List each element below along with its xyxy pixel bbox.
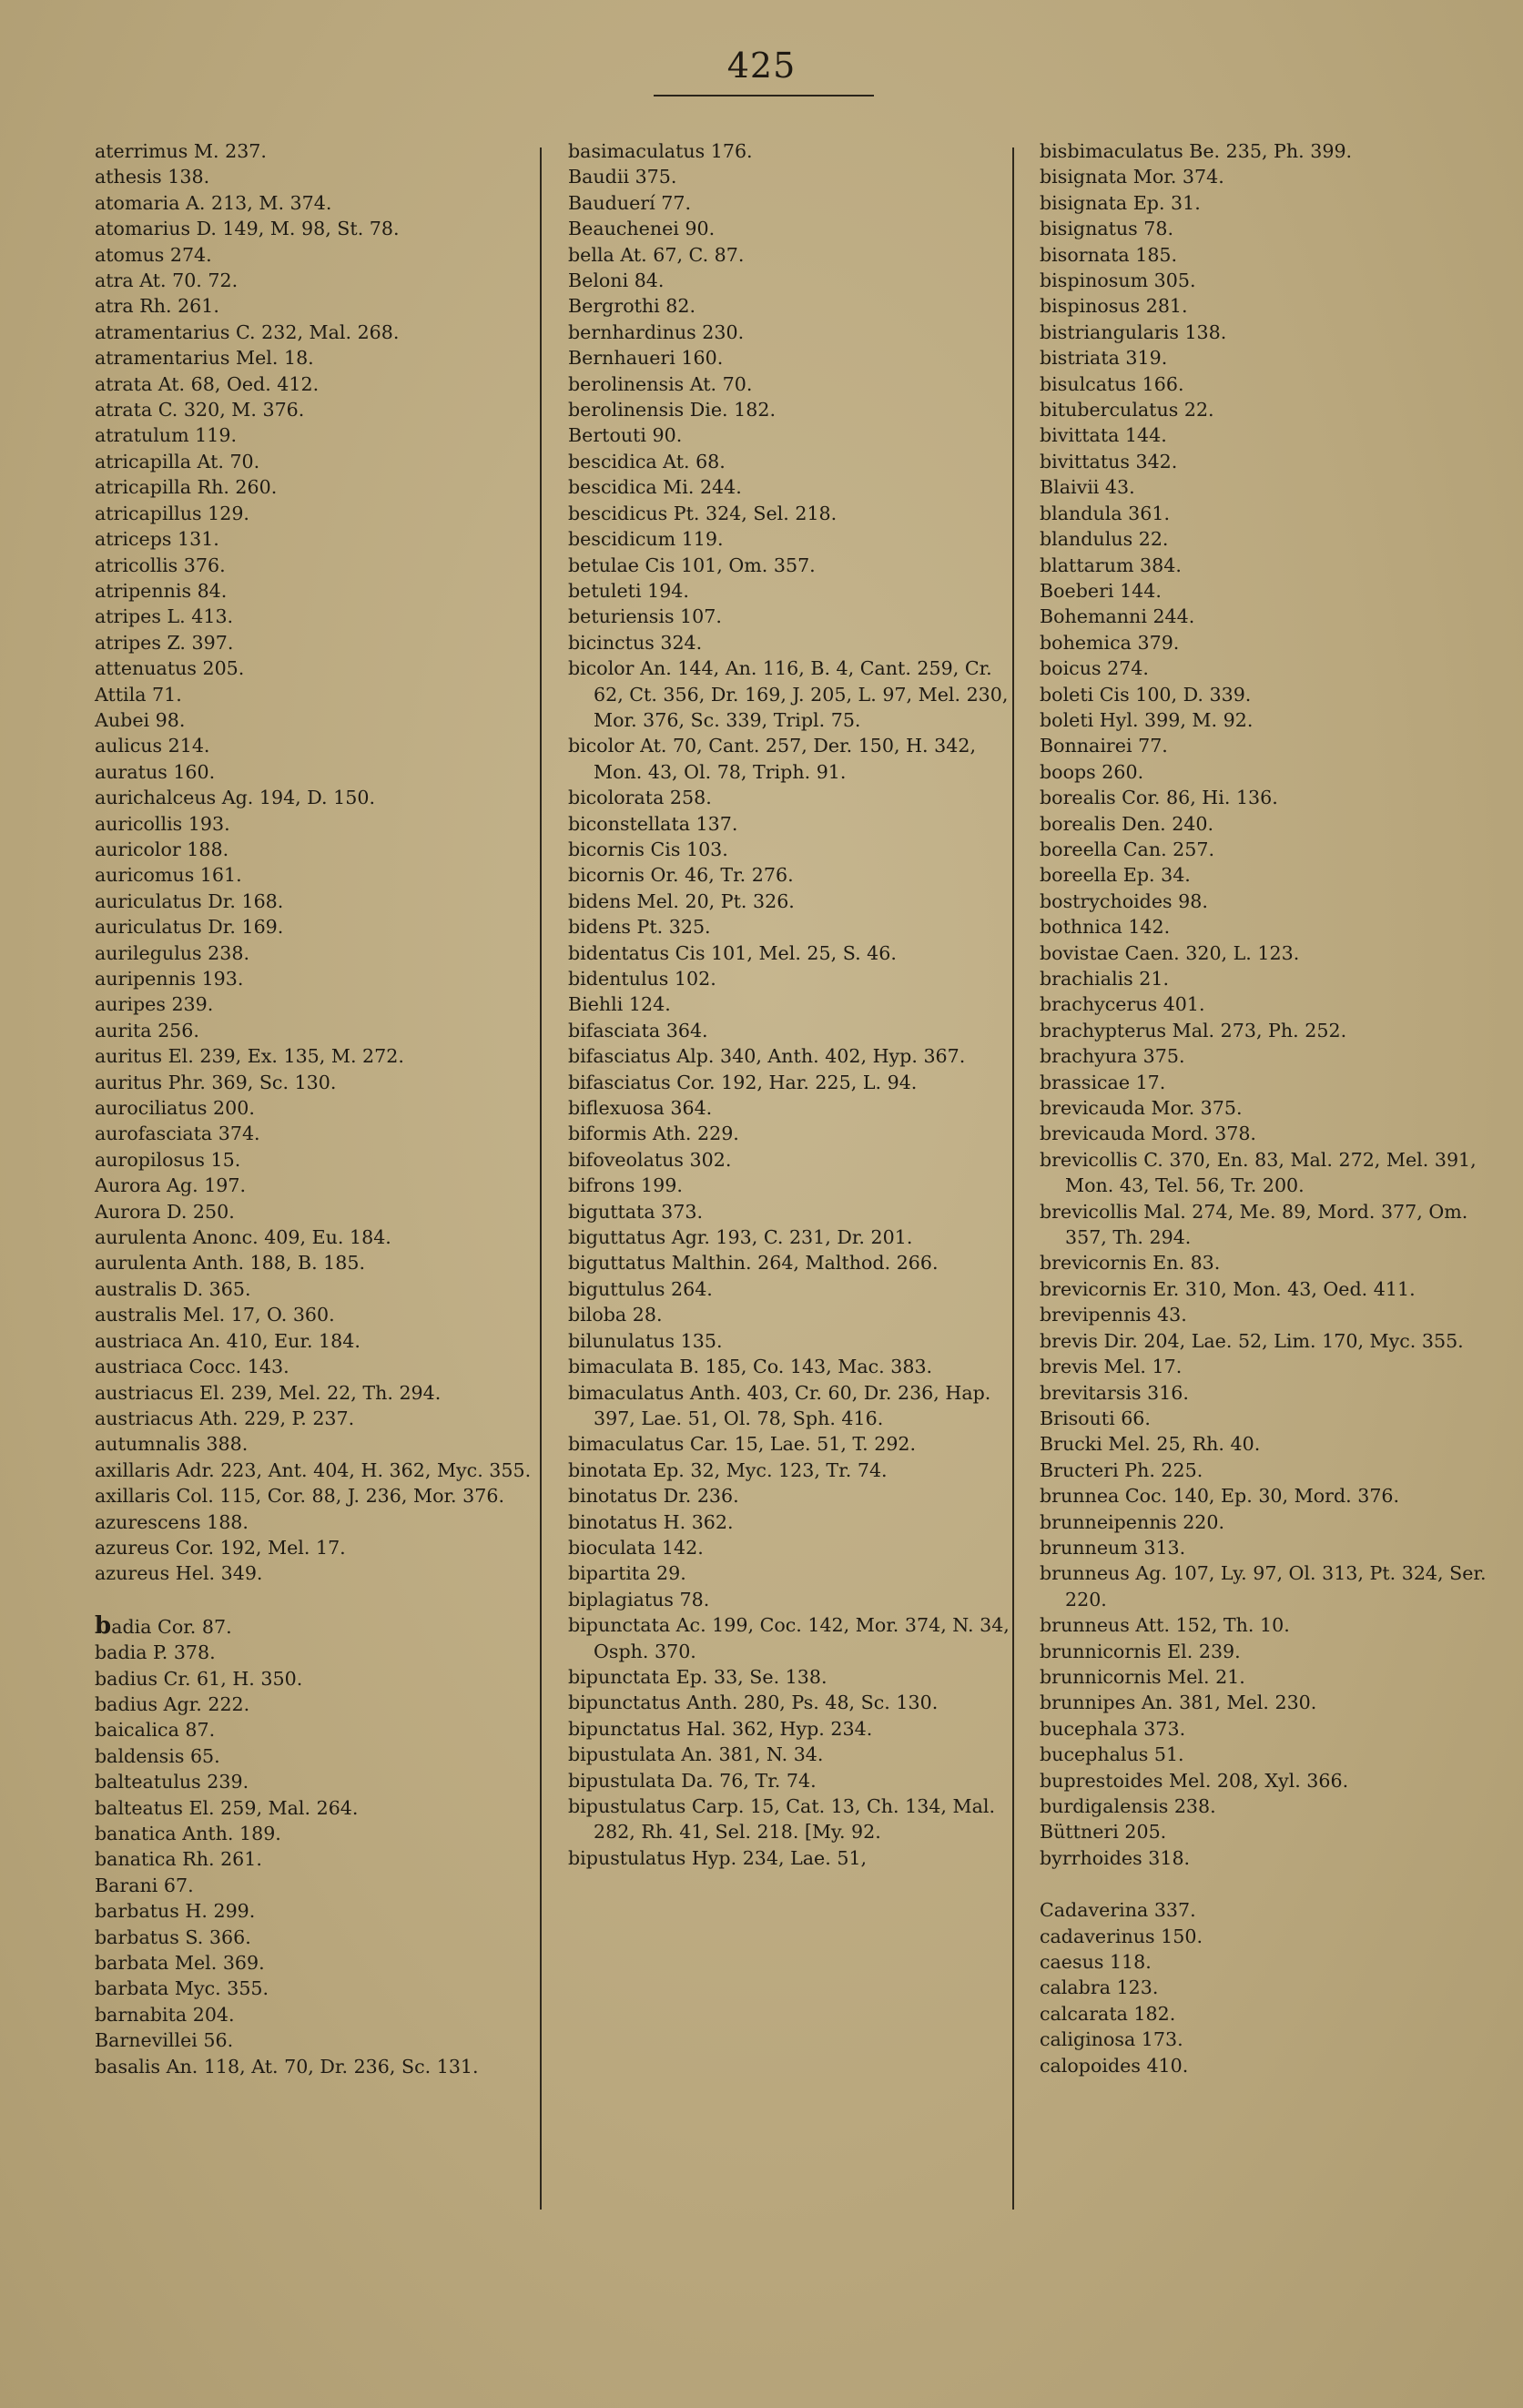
index-entry: boreella Ep. 34. — [1040, 864, 1191, 887]
index-entry: Beloni 84. — [568, 269, 665, 292]
index-entry: bisignatus 78. — [1040, 218, 1174, 240]
index-entry: atomus 274. — [95, 243, 212, 266]
index-entry: barbata Myc. 355. — [95, 1977, 269, 2000]
index-entry: caesus 118. — [1040, 1951, 1152, 1974]
index-entry: calcarata 182. — [1040, 2002, 1176, 2025]
index-entry: azurescens 188. — [95, 1510, 249, 1533]
index-entry: auropilosus 15. — [95, 1148, 241, 1171]
index-entry: Boeberi 144. — [1040, 579, 1162, 602]
index-entry: auritus Phr. 369, Sc. 130. — [95, 1071, 337, 1093]
index-entry: blandulus 22. — [1040, 528, 1169, 551]
index-entry: Bructeri Ph. 225. — [1040, 1458, 1203, 1481]
index-entry: atra Rh. 261. — [95, 295, 219, 318]
index-entry: Büttneri 205. — [1040, 1821, 1167, 1844]
index-entry: Barani 67. — [95, 1874, 194, 1896]
index-entry: aurulenta Anth. 188, B. 185. — [95, 1252, 366, 1275]
index-entry: brevicauda Mor. 375. — [1040, 1097, 1243, 1120]
index-entry: atramentarius Mel. 18. — [95, 347, 314, 370]
index-entry: bescidicum 119. — [568, 528, 724, 551]
index-entry: aurilegulus 238. — [95, 941, 250, 964]
index-entry: berolinensis Die. 182. — [568, 399, 776, 422]
index-entry: austriacus El. 239, Mel. 22, Th. 294. — [95, 1381, 442, 1404]
index-entry: brevitarsis 316. — [1040, 1381, 1189, 1404]
index-entry: brassicae 17. — [1040, 1071, 1166, 1093]
header-rule — [654, 95, 874, 97]
index-entry: boleti Cis 100, D. 339. — [1040, 683, 1252, 706]
index-column-1 — [95, 138, 545, 2079]
index-entry: atricapilla Rh. 260. — [95, 476, 278, 499]
index-entry: Aurora D. 250. — [95, 1200, 235, 1223]
index-entry: bistriangularis 138. — [1040, 320, 1227, 343]
index-entry: balteatulus 239. — [95, 1771, 249, 1793]
index-entry: atomaria A. 213, M. 374. — [95, 191, 332, 214]
index-entry: atricollis 376. — [95, 554, 226, 576]
index-entry: cadaverinus 150. — [1040, 1925, 1203, 1947]
index-entry: bisignata Ep. 31. — [1040, 191, 1201, 214]
index-entry: brevicauda Mord. 378. — [1040, 1123, 1256, 1145]
index-entry: bisbimaculatus Be. 235, Ph. 399. — [1040, 140, 1353, 162]
index-entry: blandula 361. — [1040, 502, 1171, 524]
index-entry: burdigalensis 238. — [1040, 1795, 1216, 1817]
index-entry: bella At. 67, C. 87. — [568, 243, 745, 266]
index-entry: brunnea Coc. 140, Ep. 30, Mord. 376. — [1040, 1485, 1400, 1508]
index-entry: Beauchenei 90. — [568, 218, 716, 240]
index-entry: beturiensis 107. — [568, 605, 722, 628]
index-entry: bimaculatus Car. 15, Lae. 51, T. 292. — [568, 1433, 917, 1456]
index-entry: bifasciatus Alp. 340, Anth. 402, Hyp. 367. — [568, 1045, 966, 1068]
index-entry: Blaivii 43. — [1040, 476, 1135, 499]
index-entry: atra At. 70. 72. — [95, 269, 239, 292]
index-entry: bisignata Mor. 374. — [1040, 166, 1224, 188]
index-entry: atramentarius C. 232, Mal. 268. — [95, 320, 400, 343]
index-entry: austriaca An. 410, Eur. 184. — [95, 1329, 360, 1352]
index-entry: boops 260. — [1040, 760, 1144, 783]
index-column-3 — [1040, 138, 1490, 2078]
index-entry: brunnipes An. 381, Mel. 230. — [1040, 1692, 1317, 1714]
index-entry: brachypterus Mal. 273, Ph. 252. — [1040, 1019, 1347, 1041]
index-entry: bicolor An. 144, An. 116, B. 4, Cant. 259, Cr. 62, Ct. 356, Dr. 169, J. 205, L. 97, Mel. 230, Mor. 376, Sc. 339, Tripl. 75. — [568, 657, 1009, 731]
index-entry: biloba 28. — [568, 1304, 663, 1326]
index-entry: brevicollis Mal. 274, Me. 89, Mord. 377, Om. 357, Th. 294. — [1040, 1200, 1468, 1249]
index-entry: bicornis Or. 46, Tr. 276. — [568, 864, 794, 887]
index-entry: austriacus Ath. 229, P. 237. — [95, 1407, 355, 1429]
index-entry: Bernhaueri 160. — [568, 347, 724, 370]
index-entry: auratus 160. — [95, 760, 216, 783]
index-entry: bidentatus Cis 101, Mel. 25, S. 46. — [568, 941, 897, 964]
index-entry: axillaris Adr. 223, Ant. 404, H. 362, Myc. 355. — [95, 1458, 532, 1481]
index-entry: berolinensis At. 70. — [568, 372, 753, 395]
index-entry: atricapilla At. 70. — [95, 450, 260, 472]
index-entry: calopoides 410. — [1040, 2054, 1189, 2077]
index-entry: bipustulatus Hyp. 234, Lae. 51, — [568, 1846, 868, 1869]
index-entry: brunnicornis El. 239. — [1040, 1640, 1241, 1662]
index-entry: bicinctus 324. — [568, 631, 703, 654]
index-entry: brevis Dir. 204, Lae. 52, Lim. 170, Myc. 355. — [1040, 1329, 1464, 1352]
index-entry: bifasciata 364. — [568, 1019, 708, 1041]
index-entry: bifoveolatus 302. — [568, 1148, 732, 1171]
index-entry: boicus 274. — [1040, 657, 1149, 680]
index-entry: atomarius D. 149, M. 98, St. 78. — [95, 218, 400, 240]
index-entry: bipustulata Da. 76, Tr. 74. — [568, 1769, 817, 1792]
index-entry: bipunctata Ep. 33, Se. 138. — [568, 1665, 827, 1688]
index-entry: australis D. 365. — [95, 1277, 251, 1300]
index-entry: bituberculatus 22. — [1040, 399, 1214, 422]
index-entry: bicolorata 258. — [568, 787, 712, 809]
index-entry: Aurora Ag. 197. — [95, 1174, 247, 1197]
index-entry: auripennis 193. — [95, 968, 244, 990]
index-entry: biguttatus Agr. 193, C. 231, Dr. 201. — [568, 1226, 913, 1249]
index-entry: brachialis 21. — [1040, 968, 1170, 990]
index-entry: Baudii 375. — [568, 166, 677, 188]
index-entry: auritus El. 239, Ex. 135, M. 272. — [95, 1045, 404, 1068]
index-entry: bimaculata B. 185, Co. 143, Mac. 383. — [568, 1356, 933, 1378]
index-entry: calabra 123. — [1040, 1976, 1159, 1999]
index-entry: bisornata 185. — [1040, 243, 1178, 266]
index-entry: bohemica 379. — [1040, 631, 1180, 654]
index-entry: bidentulus 102. — [568, 968, 716, 990]
index-entry: brunneipennis 220. — [1040, 1510, 1225, 1533]
index-entry: barbatus H. 299. — [95, 1900, 256, 1923]
index-entry: bimaculatus Anth. 403, Cr. 60, Dr. 236, Hap. 397, Lae. 51, Ol. 78, Sph. 416. — [568, 1381, 991, 1429]
index-entry: bicornis Cis 103. — [568, 838, 728, 860]
index-entry: bivittatus 342. — [1040, 450, 1178, 472]
index-entry: aulicus 214. — [95, 735, 210, 757]
index-entry: borealis Den. 240. — [1040, 812, 1214, 835]
index-entry: biflexuosa 364. — [568, 1097, 713, 1120]
index-entry: aurofasciata 374. — [95, 1123, 260, 1145]
index-entry: badia Cor. 87. — [95, 1611, 232, 1640]
index-entry: bovistae Caen. 320, L. 123. — [1040, 941, 1300, 964]
index-entry: Barnevillei 56. — [95, 2029, 234, 2052]
index-entry: buprestoides Mel. 208, Xyl. 366. — [1040, 1769, 1349, 1792]
index-entry: binotata Ep. 32, Myc. 123, Tr. 74. — [568, 1458, 888, 1481]
section-gap — [95, 1587, 545, 1613]
index-entry: brachycerus 401. — [1040, 993, 1205, 1016]
index-entry: biconstellata 137. — [568, 812, 738, 835]
index-entry: bidens Mel. 20, Pt. 326. — [568, 889, 795, 912]
index-entry: bisulcatus 166. — [1040, 372, 1184, 395]
index-entry: atripennis 84. — [95, 579, 228, 602]
index-entry: badia P. 378. — [95, 1641, 216, 1664]
index-entry: borealis Cor. 86, Hi. 136. — [1040, 787, 1278, 809]
index-entry: attenuatus 205. — [95, 657, 245, 680]
index-entry: auriculatus Dr. 169. — [95, 916, 284, 939]
index-entry: boleti Hyl. 399, M. 92. — [1040, 708, 1254, 731]
index-entry: atrata C. 320, M. 376. — [95, 399, 305, 422]
index-entry: balteatus El. 259, Mal. 264. — [95, 1796, 359, 1819]
index-entry: bipustulata An. 381, N. 34. — [568, 1743, 824, 1766]
index-entry: barnabita 204. — [95, 2003, 235, 2026]
index-entry: bipustulatus Carp. 15, Cat. 13, Ch. 134, Mal. 282, Rh. 41, Sel. 218. [My. 92. — [568, 1795, 996, 1844]
index-entry: aurociliatus 200. — [95, 1097, 255, 1120]
index-entry: byrrhoides 318. — [1040, 1846, 1191, 1869]
index-entry: aurita 256. — [95, 1019, 199, 1041]
index-entry: baicalica 87. — [95, 1719, 216, 1742]
index-entry: bescidica At. 68. — [568, 450, 726, 472]
index-entry: bispinosum 305. — [1040, 269, 1196, 292]
section-gap — [1040, 1871, 1490, 1897]
index-entry: bispinosus 281. — [1040, 295, 1188, 318]
page-number: 425 — [726, 46, 797, 86]
index-entry: banatica Rh. 261. — [95, 1848, 262, 1871]
index-entry: bucephalus 51. — [1040, 1743, 1184, 1766]
index-entry: biformis Ath. 229. — [568, 1123, 739, 1145]
index-entry: atripes Z. 397. — [95, 631, 234, 654]
index-entry: bernhardinus 230. — [568, 320, 745, 343]
index-entry: atripes L. 413. — [95, 605, 234, 628]
index-entry: azureus Hel. 349. — [95, 1562, 263, 1585]
index-entry: bioculata 142. — [568, 1536, 704, 1559]
index-entry: Cadaverina 337. — [1040, 1899, 1196, 1922]
index-entry: Attila 71. — [95, 683, 182, 706]
index-entry: atriceps 131. — [95, 528, 219, 551]
index-entry: auricollis 193. — [95, 812, 230, 835]
index-entry: aurichalceus Ag. 194, D. 150. — [95, 787, 376, 809]
index-entry: brachyura 375. — [1040, 1045, 1185, 1068]
index-entry: bostrychoides 98. — [1040, 889, 1208, 912]
index-entry: bivittata 144. — [1040, 424, 1167, 447]
index-entry: atricapillus 129. — [95, 502, 249, 524]
index-entry: Bauduerí 77. — [568, 191, 692, 214]
index-entry: Bohemanni 244. — [1040, 605, 1195, 628]
index-entry: bicolor At. 70, Cant. 257, Der. 150, H. 342, Mon. 43, Ol. 78, Triph. 91. — [568, 735, 976, 783]
index-entry: bescidicus Pt. 324, Sel. 218. — [568, 502, 838, 524]
index-entry: bothnica 142. — [1040, 916, 1171, 939]
index-entry: badius Agr. 222. — [95, 1692, 250, 1715]
index-entry: Brisouti 66. — [1040, 1407, 1151, 1429]
index-entry: binotatus H. 362. — [568, 1510, 734, 1533]
index-entry: biplagiatus 78. — [568, 1588, 710, 1610]
index-entry: axillaris Col. 115, Cor. 88, J. 236, Mor. 376. — [95, 1485, 504, 1508]
index-entry: bilunulatus 135. — [568, 1329, 723, 1352]
index-entry: biguttatus Malthin. 264, Malthod. 266. — [568, 1252, 939, 1275]
index-entry: bipunctata Ac. 199, Coc. 142, Mor. 374, N. 34, Osph. 370. — [568, 1614, 1010, 1662]
index-entry: baldensis 65. — [95, 1744, 220, 1767]
index-entry: barbata Mel. 369. — [95, 1952, 265, 1975]
index-entry: australis Mel. 17, O. 360. — [95, 1304, 335, 1326]
index-entry: blattarum 384. — [1040, 554, 1182, 576]
index-entry: banatica Anth. 189. — [95, 1823, 281, 1844]
index-entry: bipunctatus Hal. 362, Hyp. 234. — [568, 1717, 873, 1740]
index-entry: Brucki Mel. 25, Rh. 40. — [1040, 1433, 1261, 1456]
index-entry: aurulenta Anonc. 409, Eu. 184. — [95, 1226, 391, 1249]
index-entry: Bonnairei 77. — [1040, 735, 1168, 757]
index-entry: biguttulus 264. — [568, 1277, 713, 1300]
index-entry: bipunctatus Anth. 280, Ps. 48, Sc. 130. — [568, 1692, 939, 1714]
index-entry: binotatus Dr. 236. — [568, 1485, 739, 1508]
index-entry: brevicollis C. 370, En. 83, Mal. 272, Mel. 391, Mon. 43, Tel. 56, Tr. 200. — [1040, 1148, 1477, 1197]
index-entry: bipartita 29. — [568, 1562, 686, 1585]
index-entry: bifrons 199. — [568, 1174, 683, 1197]
index-entry: basimaculatus 176. — [568, 140, 753, 162]
index-entry: bifasciatus Cor. 192, Har. 225, L. 94. — [568, 1071, 918, 1093]
index-entry: badius Cr. 61, H. 350. — [95, 1667, 303, 1690]
index-entry: auricolor 188. — [95, 838, 229, 860]
index-entry: bescidica Mi. 244. — [568, 476, 742, 499]
index-entry: caliginosa 173. — [1040, 2028, 1183, 2051]
index-entry: Bergrothi 82. — [568, 295, 696, 318]
index-entry: betulae Cis 101, Om. 357. — [568, 554, 816, 576]
index-entry: brevipennis 43. — [1040, 1304, 1187, 1326]
index-entry: aterrimus M. 237. — [95, 140, 267, 162]
index-entry: auripes 239. — [95, 993, 214, 1016]
index-entry: basalis An. 118, At. 70, Dr. 236, Sc. 131. — [95, 2055, 479, 2078]
index-entry: auricomus 161. — [95, 864, 242, 887]
index-entry: betuleti 194. — [568, 579, 689, 602]
index-entry: atrata At. 68, Oed. 412. — [95, 372, 320, 395]
index-entry: azureus Cor. 192, Mel. 17. — [95, 1536, 346, 1559]
index-entry: autumnalis 388. — [95, 1433, 249, 1456]
index-entry: brevicornis En. 83. — [1040, 1252, 1221, 1275]
index-entry: biguttata 373. — [568, 1200, 703, 1223]
index-entry: bistriata 319. — [1040, 347, 1168, 370]
index-entry: Bertouti 90. — [568, 424, 683, 447]
index-entry: bidens Pt. 325. — [568, 916, 711, 939]
index-entry: brunneus Att. 152, Th. 10. — [1040, 1614, 1290, 1637]
index-entry: atratulum 119. — [95, 424, 237, 447]
index-entry: brevis Mel. 17. — [1040, 1356, 1183, 1378]
index-entry: Aubei 98. — [95, 708, 186, 731]
index-entry: brunnicornis Mel. 21. — [1040, 1665, 1245, 1688]
index-entry: brunneum 313. — [1040, 1536, 1186, 1559]
index-entry: bucephala 373. — [1040, 1717, 1186, 1740]
index-entry: athesis 138. — [95, 166, 210, 188]
index-entry: boreella Can. 257. — [1040, 838, 1215, 860]
index-column-2 — [568, 138, 1019, 1871]
index-entry: auriculatus Dr. 168. — [95, 889, 284, 912]
index-entry: Biehli 124. — [568, 993, 671, 1016]
index-entry: austriaca Cocc. 143. — [95, 1356, 289, 1378]
index-entry: brunneus Ag. 107, Ly. 97, Ol. 313, Pt. 324, Ser. 220. — [1040, 1562, 1487, 1610]
index-entry: barbatus S. 366. — [95, 1925, 251, 1948]
index-entry: brevicornis Er. 310, Mon. 43, Oed. 411. — [1040, 1277, 1416, 1300]
